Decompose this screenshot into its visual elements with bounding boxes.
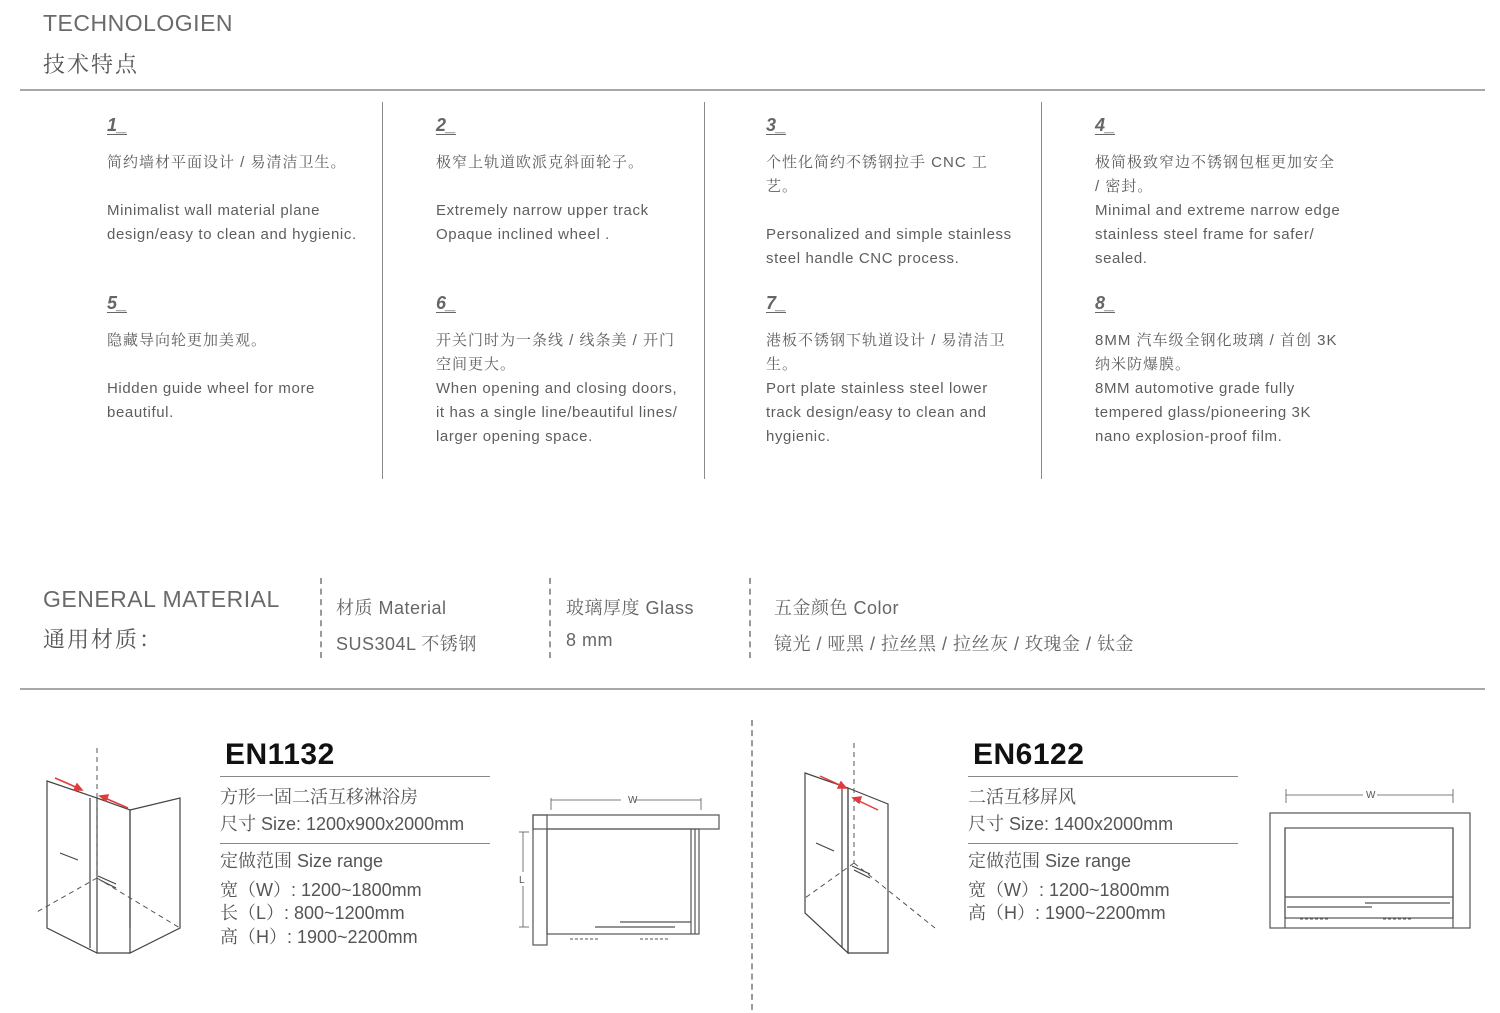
feature-en: Minimalist wall material plane design/easy to clean and hygienic. <box>107 202 357 243</box>
column-separator <box>704 102 705 479</box>
feature-cn: 开关门时为一条线 / 线条美 / 开门空间更大。 <box>436 332 676 373</box>
material-title-cn: 通用材质： <box>43 627 164 652</box>
divider-top <box>20 89 1485 91</box>
feature-number: 7_ <box>766 293 787 313</box>
glass-label: 玻璃厚度 Glass <box>566 598 695 618</box>
en6122-range-h: 高（H）: 1900~2200mm <box>968 903 1166 923</box>
feature-number: 2_ <box>436 115 457 135</box>
model-underline <box>968 776 1238 777</box>
feature-cn: 极窄上轨道欧派克斜面轮子。 <box>436 154 645 171</box>
feature-6 <box>436 291 686 449</box>
en1132-size: 尺寸 Size: 1200x900x2000mm <box>220 814 465 834</box>
spec-divider <box>968 843 1238 844</box>
feature-5 <box>107 291 357 425</box>
color-value: 镜光 / 哑黑 / 拉丝黑 / 拉丝灰 / 玫瑰金 / 钛金 <box>774 634 1135 654</box>
material-separator <box>749 578 751 658</box>
en1132-plan-drawing <box>515 790 725 950</box>
tech-title-cn: 技术特点 <box>43 52 140 77</box>
en1132-range-title: 定做范围 Size range <box>220 851 384 871</box>
feature-cn: 简约墙材平面设计 / 易清洁卫生。 <box>107 154 347 171</box>
material-separator <box>320 578 322 658</box>
feature-4 <box>1095 113 1345 271</box>
color-item <box>774 594 1134 656</box>
en1132-model: EN1132 <box>225 738 335 771</box>
feature-en: Personalized and simple stainless steel handle CNC process. <box>766 226 1012 267</box>
feature-number: 6_ <box>436 293 457 313</box>
plan-l-label: L <box>519 875 525 886</box>
feature-en: Minimal and extreme narrow edge stainless steel frame for safer/ sealed. <box>1095 202 1341 267</box>
feature-7 <box>766 291 1016 449</box>
plan-w-label: W <box>1366 790 1376 801</box>
color-label: 五金颜色 Color <box>774 598 900 618</box>
en1132-range-l: 长（L）: 800~1200mm <box>220 903 405 923</box>
feature-cn: 港板不锈钢下轨道设计 / 易清洁卫生。 <box>766 332 1006 373</box>
column-separator <box>1041 102 1042 479</box>
en6122-model: EN6122 <box>973 738 1085 771</box>
feature-number: 8_ <box>1095 293 1116 313</box>
divider-bottom <box>20 688 1485 690</box>
glass-value: 8 mm <box>566 630 613 650</box>
feature-en: Hidden guide wheel for more beautiful. <box>107 380 315 421</box>
glass-item <box>566 594 694 651</box>
material-label: 材质 Material <box>336 598 447 618</box>
en1132-range-w: 宽（W）: 1200~1800mm <box>220 880 422 900</box>
model-underline <box>220 776 490 777</box>
en6122-range-title: 定做范围 Size range <box>968 851 1132 871</box>
feature-cn: 个性化简约不锈钢拉手 CNC 工艺。 <box>766 154 988 195</box>
feature-3 <box>766 113 1016 271</box>
tech-title-en: TECHNOLOGIEN <box>43 10 234 36</box>
column-separator <box>382 102 383 479</box>
feature-number: 4_ <box>1095 115 1116 135</box>
en6122-isometric-drawing <box>790 748 940 958</box>
material-value: SUS304L 不锈钢 <box>336 634 477 654</box>
feature-en: Port plate stainless steel lower track design/easy to clean and hygienic. <box>766 380 988 445</box>
feature-number: 5_ <box>107 293 128 313</box>
en6122-plan-drawing <box>1265 785 1475 935</box>
material-title-en: GENERAL MATERIAL <box>43 586 280 612</box>
en6122-range-w: 宽（W）: 1200~1800mm <box>968 880 1170 900</box>
feature-cn: 8MM 汽车级全钢化玻璃 / 首创 3K 纳米防爆膜。 <box>1095 332 1338 373</box>
en1132-range-h: 高（H）: 1900~2200mm <box>220 927 418 947</box>
plan-w-label: W <box>628 795 638 806</box>
feature-8 <box>1095 291 1345 449</box>
feature-number: 1_ <box>107 115 128 135</box>
en6122-desc: 二活互移屏风 <box>968 787 1076 807</box>
feature-cn: 极简极致窄边不锈钢包框更加安全 / 密封。 <box>1095 154 1336 195</box>
material-separator <box>549 578 551 658</box>
feature-2 <box>436 113 686 247</box>
feature-cn: 隐藏导向轮更加美观。 <box>107 332 268 349</box>
feature-en: Extremely narrow upper track Opaque inclined wheel . <box>436 202 649 243</box>
spec-divider <box>220 843 490 844</box>
en6122-size: 尺寸 Size: 1400x2000mm <box>968 814 1174 834</box>
material-item <box>336 594 477 656</box>
feature-1 <box>107 113 357 247</box>
en1132-desc: 方形一固二活互移淋浴房 <box>220 787 418 807</box>
en1132-isometric-drawing <box>30 748 190 958</box>
feature-en: When opening and closing doors, it has a single line/beautiful lines/ larger opening space. <box>436 380 678 445</box>
feature-en: 8MM automotive grade fully tempered glass/pioneering 3K nano explosion-proof film. <box>1095 380 1312 445</box>
feature-number: 3_ <box>766 115 787 135</box>
product-separator <box>751 720 753 1010</box>
